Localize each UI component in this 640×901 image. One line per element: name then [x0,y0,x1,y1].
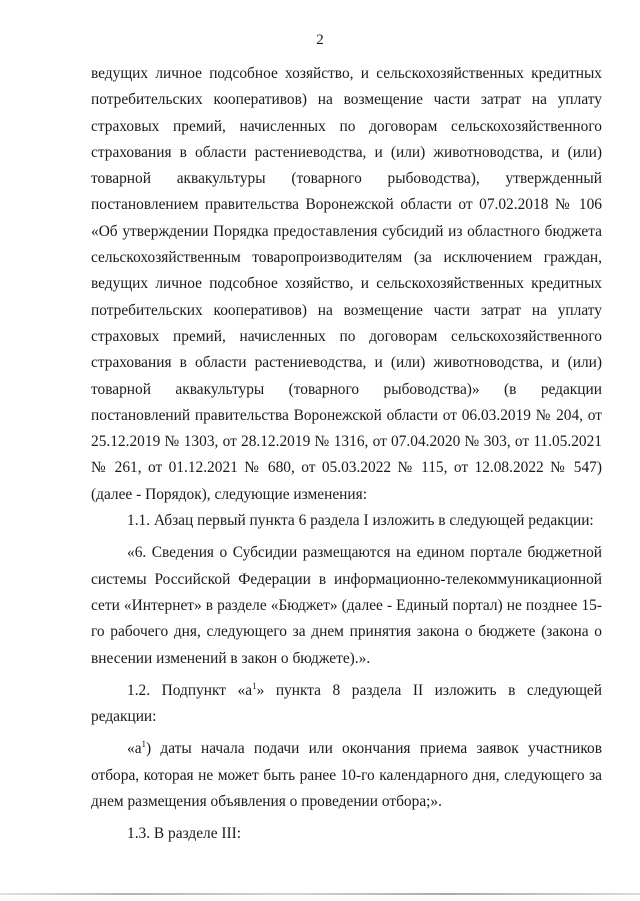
paragraph-item-1-2-text-after: » пункта 8 раздела II изложить в следующей редакции: [91,681,602,726]
paragraph-item-1-1: 1.1. Абзац первый пункта 6 раздела I изложить в следующей редакции: [127,512,594,530]
paragraph-subitem-a1 [91,736,602,815]
superscript-one: 1 [141,739,147,750]
paragraph-item-1-2 [91,678,602,731]
paragraph-amendment-intro: ведущих личное подсобное хозяйство, и сельскохозяйственных кредитных потребительских кооперативов) на возмещение части затрат на уплату страховых премий, начисленных по договорам сельскохозяйственного страхования в области растениеводства, и (или) животноводства, и (или) товарной аквакультуры (товарного рыбоводства), утвержденный постановлением правительства Воронежской области от 07.02.2018 № 106 «Об утверждении Порядка предоставления субсидий из областного бюджета сельскохозяйственным товаропроизводителям (за исключением граждан, ведущих личное подсобное хозяйство, и сельскохозяйственных кредитных потребительских кооперативов) на возмещение части затрат на уплату страховых премий, начисленных по договорам сельскохозяйственного страхования в области растениеводства, и (или) животноводства, и (или) товарной аквакультуры (товарного рыбоводства)» (в редакции постановлений правительства Воронежской области от 06.03.2019 № 204, от 25.12.2019 № 1303, от 28.12.2019 № 1316, от 07.04.2020 № 303, от 11.05.2021 № 261, от 01.12.2021 № 680, от 05.03.2022 № 115, от 12.08.2022 № 547) (далее - Порядок), следующие изменения: [91,65,602,503]
paragraph-item-1-3: 1.3. В разделе III: [127,825,242,843]
paragraph-item-1-2-text-before: 1.2. Подпункт «а [127,681,253,699]
superscript-one: 1 [252,680,257,691]
scan-bottom-edge [0,893,640,895]
paragraph-subitem-a1-text-after: ) даты начала подачи или окончания приема заявок участников отбора, которая не может быть ранее 10-го календарного дня, следующего за днем размещения объявления о проведении отбора;». [91,740,602,811]
document-body [91,61,602,854]
paragraph-subitem-a1-text-before: «а [127,740,142,758]
page-number: 2 [316,32,324,48]
paragraph-item-6-text: «6. Сведения о Субсидии размещаются на едином портале бюджетной системы Российской Федерации в информационно-телекоммуникационной сети «Интернет» в разделе «Бюджет» (далее - Единый портал) не позднее 15-го рабочего дня, следующего за днем принятия закона о бюджете (закона о внесении изменений в закон о бюджете).». [91,544,602,667]
